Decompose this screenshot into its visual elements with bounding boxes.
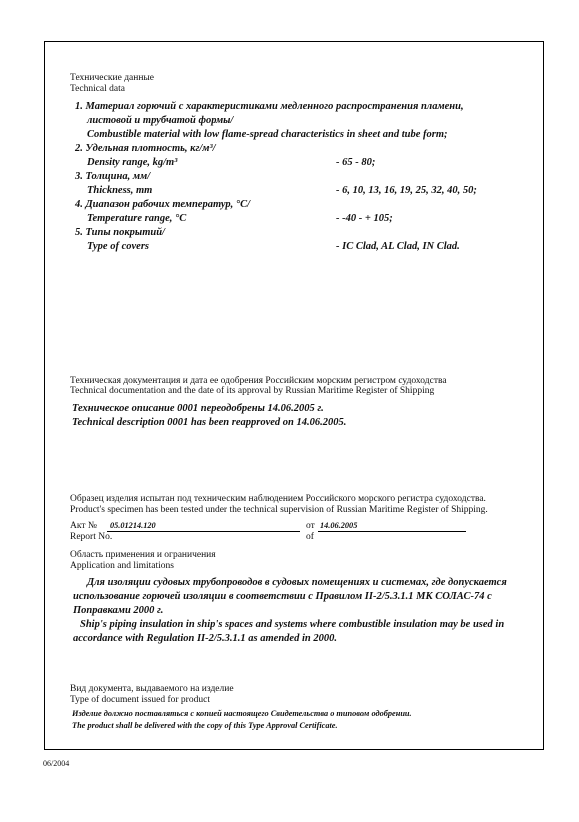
technical-header-en: Technical data [70,84,125,94]
item-3-en: Thickness, mm [87,185,153,196]
item-2-ru: 2. Удельная плотность, кг/м³/ [75,143,216,154]
item-5-en: Type of covers [87,241,149,252]
application-header-en: Application and limitations [70,561,174,571]
specimen-text-en: Product's specimen has been tested under the technical supervision of Russian Maritime Register of Shipping. [70,505,488,515]
application-header-ru: Область применения и ограничения [70,550,216,560]
of-label-en: of [306,532,314,542]
item-3-value: - 6, 10, 13, 16, 19, 25, 32, 40, 50; [336,185,477,196]
act-label-ru: Акт № [70,521,97,531]
docs-header-en: Technical documentation and the date of its approval by Russian Maritime Register of Shipping [70,386,435,396]
application-en-line-1: Ship's piping insulation in ship's spaces and systems where combustible insulation may be used in [80,619,505,630]
act-number: 05.01214.120 [110,521,156,530]
docs-line-en: Technical description 0001 has been reapproved on 14.06.2005. [72,417,347,428]
specimen-text-ru: Образец изделия испытан под техническим наблюдением Российского морского регистра судоходства. [70,494,486,504]
item-5-value: - IC Clad, AL Clad, IN Clad. [336,241,460,252]
technical-header-ru: Технические данные [70,73,155,83]
application-ru-line-1: Для изоляции судовых трубопроводов в судовых помещениях и системах, где допускается [87,577,507,588]
item-2-value: - 65 - 80; [336,157,376,168]
doctype-header-ru: Вид документа, выдаваемого на изделие [70,684,234,694]
act-label-en: Report No. [70,532,113,542]
doctype-line-en: The product shall be delivered with the copy of this Type Approval Certificate. [72,721,338,730]
of-label-ru: от [306,521,315,531]
of-underline [318,531,466,532]
item-4-ru: 4. Диапазон рабочих температур, °С/ [75,199,250,210]
application-en-line-2: accordance with Regulation II-2/5.3.1.1 as amended in 2000. [73,633,337,644]
item-4-en: Temperature range, °C [87,213,187,224]
item-3-ru: 3. Толщина, мм/ [75,171,151,182]
item-1-ru-cont: листовой и трубчатой формы/ [87,115,234,126]
item-1-en: Combustible material with low flame-spread characteristics in sheet and tube form; [87,129,448,140]
docs-header-ru: Техническая документация и дата ее одобрения Российским морским регистром судоходства [70,376,447,386]
doctype-header-en: Type of document issued for product [70,695,210,705]
act-underline [107,531,300,532]
of-date: 14.06.2005 [320,521,358,530]
application-ru-line-2: использование горючей изоляции в соответствии с Правилом II-2/5.3.1.1 МК СОЛАС-74 с [73,591,492,602]
doctype-line-ru: Изделие должно поставляться с копией настоящего Свидетельства о типовом одобрении. [72,709,412,718]
form-code: 06/2004 [43,759,70,768]
docs-line-ru: Техническое описание 0001 переодобрены 14.06.2005 г. [72,403,324,414]
item-2-en: Density range, kg/m³ [87,157,178,168]
item-4-value: - -40 - + 105; [336,213,393,224]
application-ru-line-3: Поправками 2000 г. [73,605,164,616]
item-5-ru: 5. Типы покрытий/ [75,227,165,238]
item-1-ru: 1. Материал горючий с характеристиками медленного распространения пламени, [75,101,464,112]
